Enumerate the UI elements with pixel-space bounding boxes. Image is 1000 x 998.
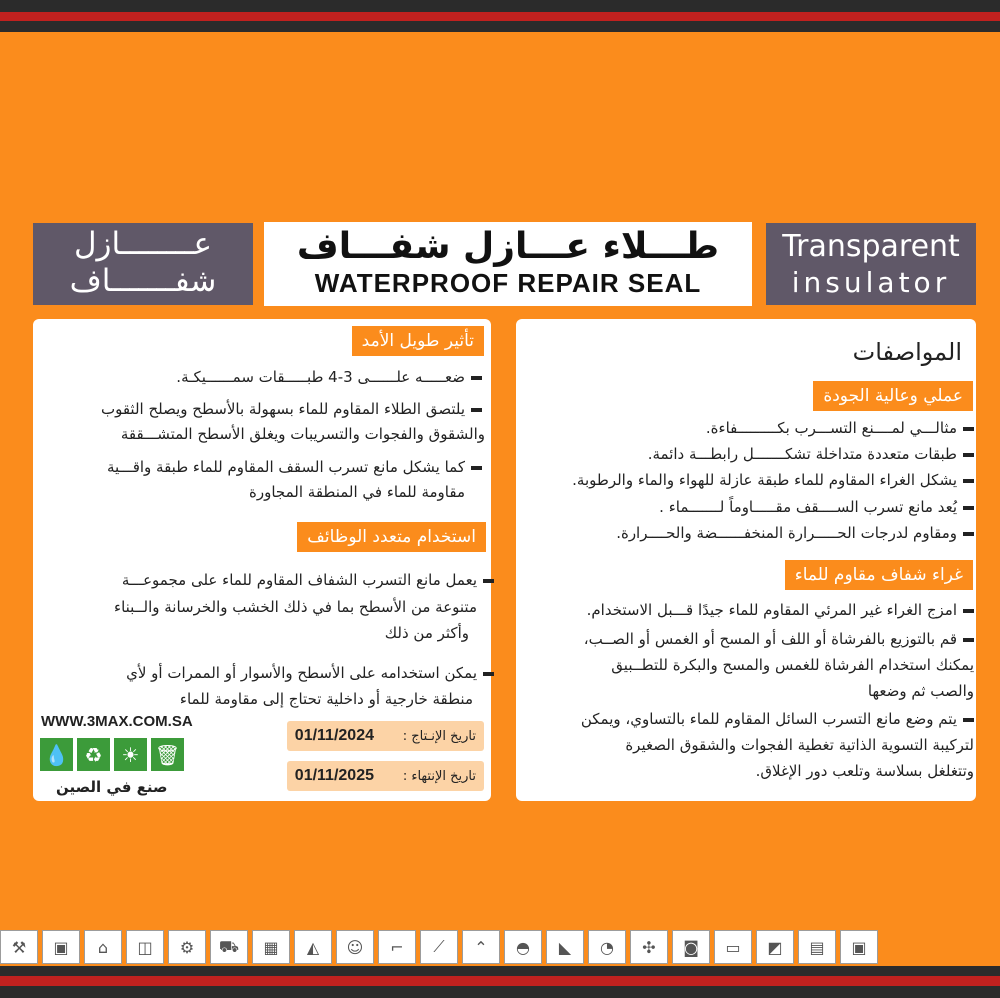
english-tag [766,223,976,305]
expiry-date-label: تاريخ الإنتهاء : [402,768,476,784]
english-tag-line1: Transparent [782,229,960,264]
house-icon: ⌂ [84,930,122,964]
arabic-tag [33,223,253,305]
list-item-cont: وتتغلغل بسلاسة وتلعب دور الإغلاق. [755,762,974,780]
recycle-icon: ♻ [77,738,110,771]
bullet-dash [471,408,482,412]
list-item: يعمل مانع التسرب الشفاف المقاوم للماء على مجموعـــة [122,567,494,593]
section-long-lasting-title: تأثير طويل الأمد [352,326,484,356]
list-item: امزج الغراء غير المرئي المقاوم للماء جيدًا قـــبل الاستخدام. [587,597,974,623]
section-transparent-glue-title: غراء شفاف مقاوم للماء [785,560,973,590]
list-item-cont: يمكنك استخدام الفرشاة للغمس والمسح والبكرة للتطــبيق [611,656,974,674]
bullet-dash [963,609,974,613]
expiry-date-box [287,761,484,791]
made-in-label: صنع في الصين [56,778,168,796]
tools-icon: ⚒ [0,930,38,964]
list-item: يلتصق الطلاء المقاوم للماء بسهولة بالأسطح ويصلح الثقوب [101,396,482,422]
bullet-dash [963,532,974,536]
list-item-cont: والصب ثم وضعها [867,682,974,700]
production-date-box [287,721,484,751]
bullet-dash [963,479,974,483]
list-item-cont: متنوعة من الأسطح بما في ذلك الخشب والخرسانة والــبناء [114,598,477,616]
english-tag-line2: insulator [791,266,951,299]
sun-icon: ☀ [114,738,147,771]
worker-icon: ☺ [336,930,374,964]
paint-can-icon: ◙ [672,930,710,964]
section-multi-use-title: استخدام متعدد الوظائف [297,522,486,552]
usage-icon-strip [0,930,1000,964]
list-item-cont: لتركيبة التسوية الذاتية تغطية الفجوات والشقوق الصغيرة [625,736,974,754]
roller-icon: ⟋ [420,930,458,964]
sasoo-icon-2: ▣ [840,930,878,964]
bucket-icon: ◫ [126,930,164,964]
top-stripe-dark [0,0,1000,12]
website-url: WWW.3MAX.COM.SA [41,713,193,730]
roof-icon: ⌃ [462,930,500,964]
wheelbarrow-icon: ⛟ [210,930,248,964]
sasoo-icon: ▣ [42,930,80,964]
list-item-cont: وأكثر من ذلك [384,624,469,642]
list-item: مثالـــي لمــــنع التســـرب بكـــــــــفاءة. [706,415,974,441]
bullet-dash [483,579,494,583]
production-date-label: تاريخ الإنـتاج : [402,728,476,744]
list-item: طبقات متعددة متداخلة تشكـــــــل رابطـــة دائمة. [648,441,974,467]
expiry-date-value: 01/11/2025 [294,767,374,784]
list-item: ضعـــــه علــــــى 3-4 طبـــــقات سمــــــيكـة. [176,364,482,390]
list-item: ومقاوم لدرجات الحـــــرارة المنخفــــــضة والحــــرارة. [616,520,974,546]
top-stripe-red [0,12,1000,21]
caulk-gun-icon: ⌐ [378,930,416,964]
bin-icon: 🗑 [151,738,184,771]
bullet-dash [471,466,482,470]
bullet-dash [963,506,974,510]
bottom-stripe-red [0,976,1000,986]
paint-bucket-icon: ◩ [756,930,794,964]
list-item: قم بالتوزيع بالفرشاة أو اللف أو المسح أو الغمس أو الصــب، [584,626,974,652]
list-item: يشكل الغراء المقاوم للماء طبقة عازلة للهواء والماء والرطوبة. [572,467,974,493]
title-english: WATERPROOF REPAIR SEAL [314,268,702,298]
pour-icon: ◔ [588,930,626,964]
title-arabic: طـــلاء عـــازل شفـــاف [296,226,720,267]
bullet-dash [963,427,974,431]
list-item: يتم وضع مانع التسرب السائل المقاوم للماء بالتساوي، ويمكن [581,706,974,732]
list-item-cont: والشقوق والفجوات والتسريبات ويغلق الأسطح المتشـــققة [120,425,485,443]
brick-trowel-icon: ▤ [798,930,836,964]
paint-roller-icon: ▭ [714,930,752,964]
list-item-cont: منطقة خارجية أو داخلية تحتاج إلى مقاومة للماء [179,690,473,708]
drop-icon: 💧 [40,738,73,771]
bullet-dash [963,718,974,722]
list-item: يمكن استخدامه على الأسطح والأسوار أو الممرات أو لأي [126,660,494,686]
specs-title: المواصفات [852,338,962,366]
bullet-dash [483,672,494,676]
product-title [264,222,752,306]
spatula-icon: ◣ [546,930,584,964]
spray-icon: ✣ [630,930,668,964]
bullet-dash [471,376,482,380]
arabic-tag-line1: عــــــــازل [73,226,213,262]
eco-icons [40,738,184,771]
top-stripe-dark-2 [0,21,1000,32]
helmet-icon: ◓ [504,930,542,964]
bottom-stripe-dark-2 [0,986,1000,998]
arabic-tag-line2: شفـــــــاف [69,263,217,299]
mixer-icon: ⚙ [168,930,206,964]
list-item: كما يشكل مانع تسرب السقف المقاوم للماء طبقة واقـــية [107,454,482,480]
production-date-value: 01/11/2024 [294,727,374,744]
bottom-stripe-dark [0,966,1000,976]
trowel-icon: ◭ [294,930,332,964]
wall-icon: ▦ [252,930,290,964]
bullet-dash [963,638,974,642]
list-item: يُعد مانع تسرب الســــقف مقـــــاوماً لـــــــماء . [659,494,974,520]
list-item-cont: مقاومة للماء في المنطقة المجاورة [249,483,465,501]
section-quality-title: عملي وعالية الجودة [813,381,973,411]
bullet-dash [963,453,974,457]
